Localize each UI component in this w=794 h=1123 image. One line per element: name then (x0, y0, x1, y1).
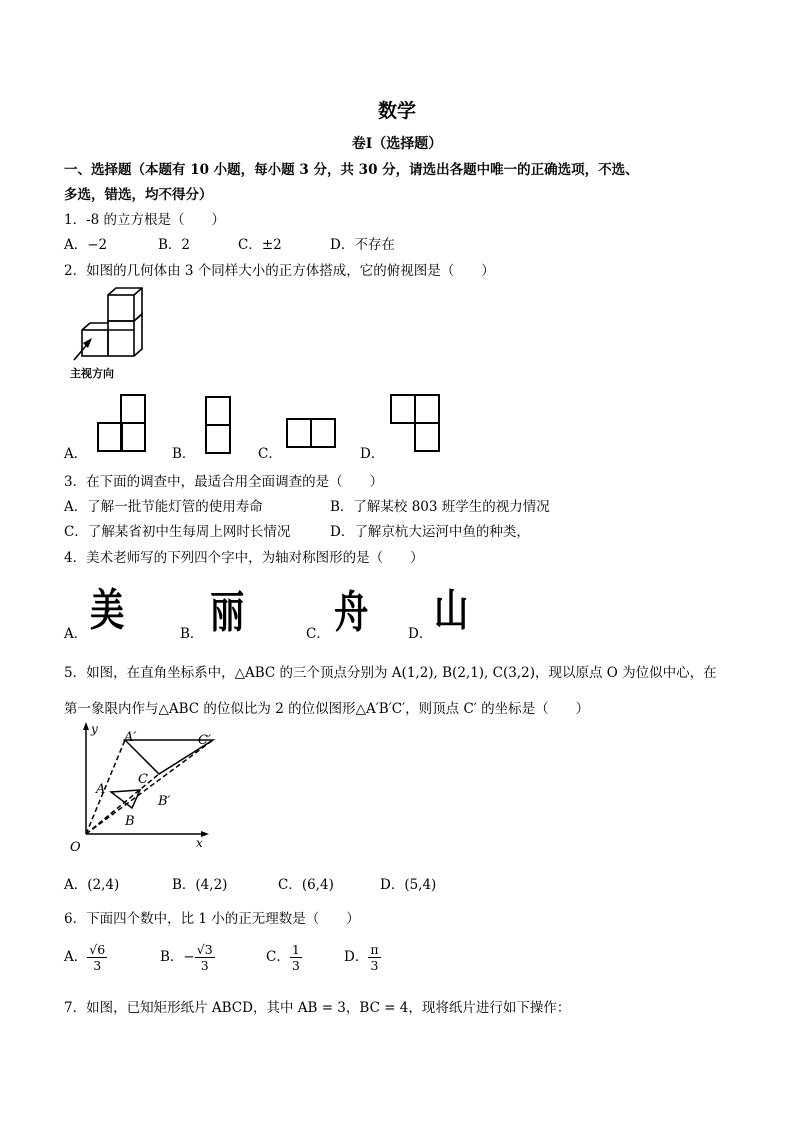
view-direction-label: 主视方向 (70, 367, 114, 380)
question-7-stem: 7．如图，已知矩形纸片 ABCD，其中 AB = 3，BC = 4，现将纸片进行如下操作： (64, 1000, 571, 1016)
y-axis-label: y (91, 722, 98, 736)
q2-option-d-figure (390, 393, 442, 453)
point-a-label: A (96, 782, 106, 797)
q2-option-a: A． (64, 446, 88, 462)
q5-option-d: D．(5,4) (380, 877, 437, 893)
fraction-denominator: 3 (93, 958, 102, 973)
q6-option-c (266, 942, 302, 973)
fraction-denominator: 3 (291, 958, 300, 973)
section-instructions-line1: 一、选择题（本题有 10 小题，每小题 3 分，共 30 分，请选出各题中唯一的正确选项，不选、 (64, 162, 639, 178)
q6-option-b-fraction (195, 942, 215, 973)
q6-option-c-fraction (290, 942, 302, 973)
q3-option-d: D．了解京杭大运河中鱼的种类， (330, 524, 530, 540)
question-4-stem: 4．美术老师写的下列四个字中，为轴对称图形的是（ ） (64, 550, 424, 566)
point-c-label: C (138, 772, 148, 787)
q4-option-c: C． (306, 626, 330, 642)
q2-option-b: B． (172, 446, 196, 462)
point-a-prime-label: A′ (124, 730, 137, 745)
q5-option-c: C．(6,4) (278, 877, 334, 893)
section-instructions-line2: 多选，错选，均不得分） (64, 187, 213, 203)
q2-option-c-figure (286, 418, 338, 450)
q2-option-b-figure (205, 396, 235, 454)
q5-option-a: A．(2,4) (64, 877, 120, 893)
similarity-coordinate-figure (64, 722, 214, 857)
fraction-denominator: 3 (200, 958, 209, 973)
question-6-stem: 6．下面四个数中，比 1 小的正无理数是（ ） (64, 911, 360, 927)
point-b-label: B (125, 814, 135, 829)
fraction-denominator: 3 (370, 958, 379, 973)
q6-option-a-fraction (87, 942, 107, 973)
question-3-stem: 3．在下面的调查中，最适合用全面调查的是（ ） (64, 474, 384, 490)
point-c-prime-label: C′ (198, 733, 211, 748)
question-1-stem: 1．-8 的立方根是（ ） (64, 212, 226, 228)
q4-character-b: 丽 (210, 587, 245, 638)
q6-option-a-label: A． (64, 949, 88, 965)
q3-option-a: A．了解一批节能灯管的使用寿命 (64, 499, 263, 515)
point-b-prime-label: B′ (158, 794, 171, 809)
q6-option-d-fraction (368, 942, 380, 973)
question-5-line2: 第一象限内作与△ABC 的位似比为 2 的位似图形△A′B′C′，则顶点 C′ 的坐标是（ ） (64, 701, 590, 717)
section-subtitle: 卷Ⅰ（选择题） (351, 136, 443, 152)
fraction-numerator: π (370, 942, 379, 957)
q4-option-a: A． (64, 626, 88, 642)
q6-option-d-label: D． (344, 949, 369, 965)
q1-option-b: B．2 (158, 237, 191, 253)
question-5-line1: 5．如图，在直角坐标系中，△ABC 的三个顶点分别为 A(1,2), B(2,1), C(3,2)，现以原点 O 为位似中心，在 (64, 665, 717, 681)
q2-option-a-figure (97, 393, 149, 453)
question-2-stem: 2．如图的几何体由 3 个同样大小的正方体搭成，它的俯视图是（ ） (64, 263, 495, 279)
q6-option-c-label: C． (266, 949, 290, 965)
q5-option-b: B．(4,2) (172, 877, 228, 893)
q1-option-a: A．−2 (64, 237, 108, 253)
q4-character-a: 美 (90, 585, 125, 636)
q3-option-c: C．了解某省初中生每周上网时长情况 (64, 524, 291, 540)
q4-character-c: 舟 (334, 587, 369, 638)
q6-option-b-label: B．− (160, 949, 195, 965)
origin-label: O (70, 840, 81, 855)
q6-option-a (64, 942, 107, 973)
q1-option-d: D．不存在 (330, 237, 395, 253)
page-title: 数学 (377, 100, 416, 122)
q4-option-d: D． (408, 626, 433, 642)
q2-option-c: C． (258, 446, 282, 462)
x-axis-label: x (196, 836, 203, 850)
q3-option-b: B．了解某校 803 班学生的视力情况 (330, 499, 550, 515)
q4-character-d: 山 (434, 585, 469, 636)
fraction-numerator: √6 (89, 942, 106, 957)
q1-option-c: C．±2 (238, 237, 282, 253)
q6-option-d (344, 942, 381, 973)
q2-option-d: D． (360, 446, 385, 462)
q4-option-b: B． (180, 626, 204, 642)
fraction-numerator: √3 (196, 942, 213, 957)
fraction-numerator: 1 (291, 942, 300, 957)
q6-option-b (160, 942, 215, 973)
